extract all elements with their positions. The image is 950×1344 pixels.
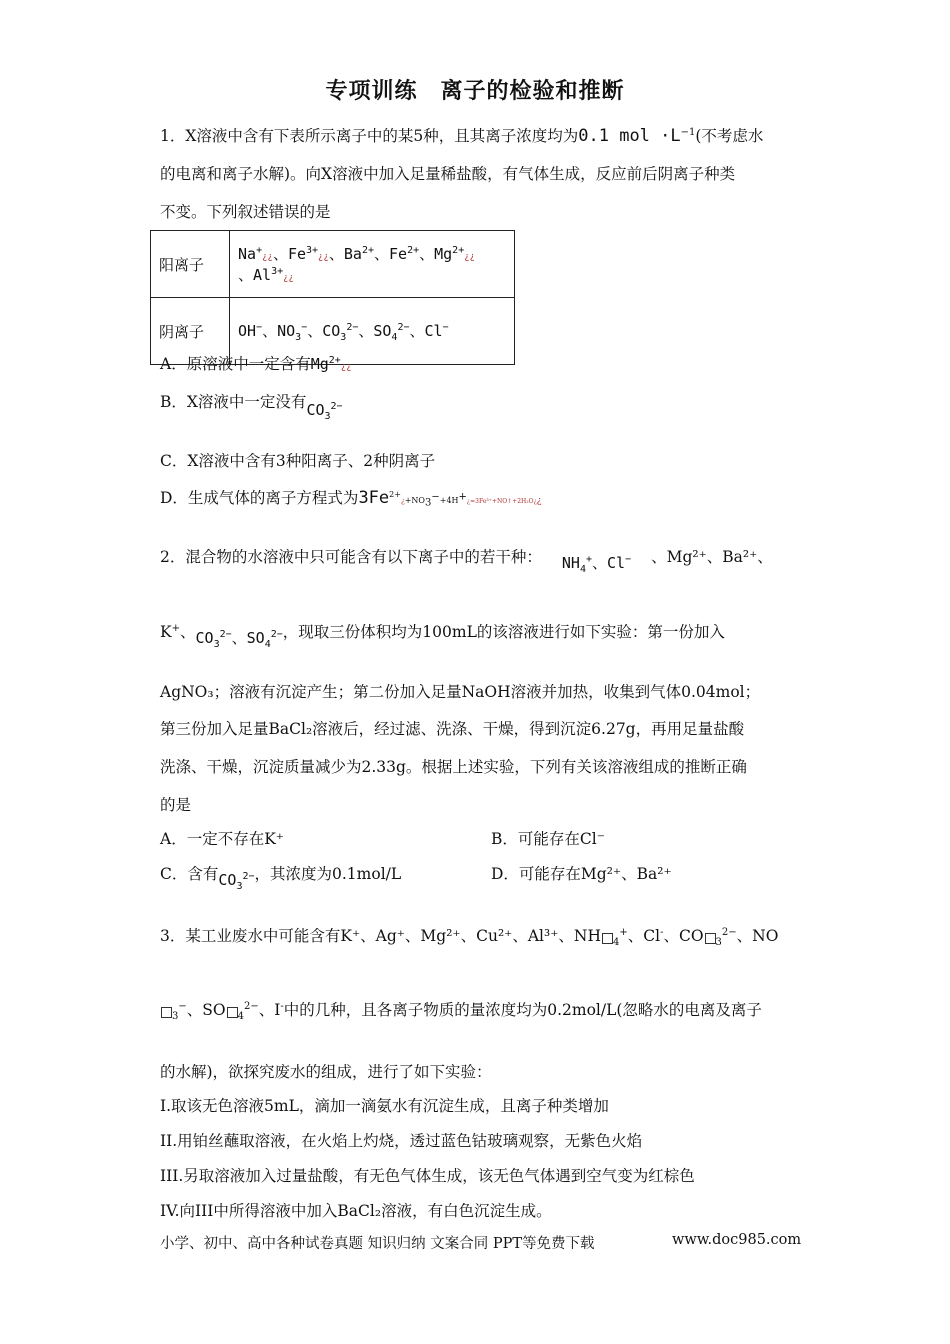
anion-list: OH−、$NO_3^-$、$CO_3^{2-}$、$SO_4^{2-}$、Cl−	[230, 298, 515, 365]
q1-option-c: C．X溶液中含有3种阳离子、2种阴离子	[160, 452, 436, 470]
q1-stem-line2: 的电离和离子水解)。向X溶液中加入足量稀盐酸，有气体生成，反应前后阴离子种类	[160, 165, 736, 183]
q3-stem-line1: 3．某工业废水中可能含有K⁺、Ag⁺、Mg²⁺、Cu²⁺、Al³⁺、NH $_4$+、Cl-、CO $_3^{2-}$、NO	[160, 926, 779, 949]
cation-header: 阳离子	[151, 231, 230, 298]
q2-stem-line1: 2．混合物的水溶液中只可能含有以下离子中的若干种： $NH_4^+$、Cl− 、Mg²⁺、Ba²⁺、	[160, 548, 773, 575]
footer-text: 小学、初中、高中各种试卷真题 知识归纳 文案合同 PPT等免费下载	[160, 1236, 595, 1252]
q3-stem-line2: $_3$−、SO $_4^{2-}$、I-中的几种，且各离子物质的量浓度均为0.2mol/L(忽略水的电离及离子	[160, 998, 762, 1022]
q2-option-d: D．可能存在Mg²⁺、Ba²⁺	[491, 865, 672, 883]
ion-table	[150, 230, 515, 365]
footer	[160, 1232, 802, 1253]
q2-option-c: C．含有$CO_3^{2-}$，其浓度为0.1mol/L	[160, 865, 402, 892]
q1-stem-line3: 不变。下列叙述错误的是	[160, 203, 331, 221]
q1-stem-line1: 1．X溶液中含有下表所示离子中的某5种，且其离子浓度均为0.1 mol $\cdot L^{-1}$(不考虑水	[160, 126, 764, 146]
q2-stem-line6: 的是	[160, 796, 192, 814]
q3-step-3: III.另取溶液加入过量盐酸，有无色气体生成，该无色气体遇到空气变为红棕色	[160, 1167, 695, 1185]
q2-option-b: B．可能存在Cl⁻	[491, 830, 605, 848]
q2-stem-line2: K+、$CO_3^{2-}$、$SO_4^{2-}$，现取三份体积均为100mL的该溶液进行如下实验：第一份加入	[160, 622, 725, 650]
q2-stem-line5: 洗涤、干燥，沉淀质量减少为2.33g。根据上述实验，下列有关该溶液组成的推断正确	[160, 758, 747, 776]
footer-link[interactable]: www.doc985.com	[672, 1232, 802, 1248]
q1-option-b: B．X溶液中一定没有$CO_3^{2-}$	[160, 393, 343, 422]
q3-step-2: II.用铂丝蘸取溶液，在火焰上灼烧，透过蓝色钴玻璃观察，无紫色火焰	[160, 1132, 643, 1150]
anion-header: 阴离子	[151, 298, 230, 365]
q1-option-a: A．原溶液中一定含有$Mg^{2+}¿¿$	[160, 355, 352, 373]
q2-stem-line3: AgNO₃；溶液有沉淀产生；第二份加入足量NaOH溶液并加热，收集到气体0.04mol；	[160, 683, 761, 701]
q3-stem-line3: 的水解)，欲探究废水的组成，进行了如下实验：	[160, 1063, 492, 1081]
q3-step-1: I.取该无色溶液5mL，滴加一滴氨水有沉淀生成，且离子种类增加	[160, 1097, 609, 1115]
q2-option-a: A．一定不存在K⁺	[160, 830, 284, 848]
q1-option-d: D．生成气体的离子方程式为$3Fe^{2+}¿+NO_3^-+4H^+¿=3Fe^{3+}+NO↑+2H_2O¿¿$	[160, 488, 542, 509]
cation-row	[151, 231, 515, 298]
q3-step-4: IV.向III中所得溶液中加入BaCl₂溶液，有白色沉淀生成。	[160, 1202, 552, 1220]
cation-list: Na+¿¿、$Fe^{3+}¿¿$、$Ba^{2+}$、$Fe^{2+}$、$Mg^{2+}¿¿$ 、$Al^{3+}¿¿$	[230, 231, 515, 298]
q2-stem-line4: 第三份加入足量BaCl₂溶液后，经过滤、洗涤、干燥，得到沉淀6.27g，再用足量盐酸	[160, 720, 745, 738]
page-title: 专项训练 离子的检验和推断	[325, 79, 625, 104]
